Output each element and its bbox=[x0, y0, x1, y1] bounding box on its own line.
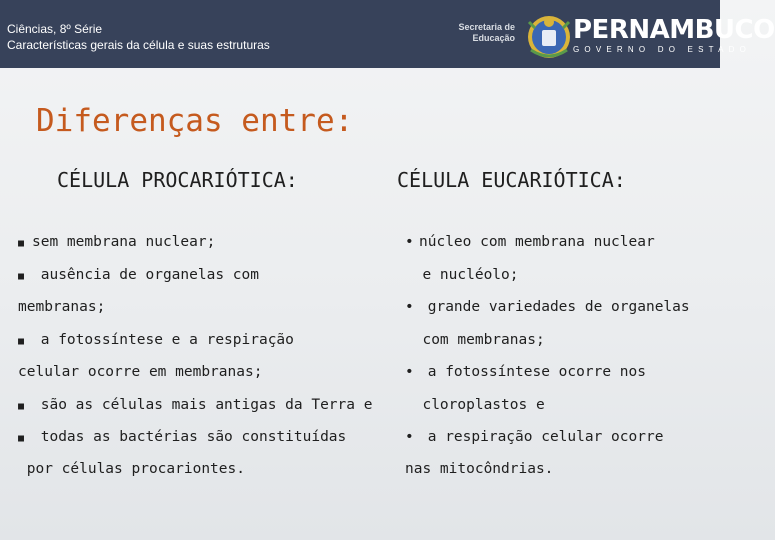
eukaryotic-line bbox=[405, 459, 553, 479]
prokaryotic-line bbox=[18, 232, 215, 254]
square-bullet-icon: ■ bbox=[18, 336, 25, 347]
eukaryotic-line bbox=[405, 395, 545, 415]
prokaryotic-line bbox=[18, 265, 259, 287]
prokaryotic-line bbox=[18, 395, 372, 417]
square-bullet-icon: ■ bbox=[18, 401, 25, 412]
eukaryotic-text: com membranas; bbox=[405, 332, 545, 348]
slide-title: Diferenças entre: bbox=[36, 103, 354, 139]
brand-name: PERNAMBUCO bbox=[573, 15, 775, 45]
dot-bullet-icon: • bbox=[405, 429, 414, 445]
brand-subtitle: GOVERNO DO ESTADO bbox=[573, 45, 752, 54]
prokaryotic-heading: CÉLULA PROCARIÓTICA: bbox=[57, 168, 298, 192]
lesson-subtitle: Características gerais da célula e suas estruturas bbox=[7, 38, 270, 52]
dot-bullet-icon: • bbox=[405, 364, 414, 380]
square-bullet-icon: ■ bbox=[18, 271, 25, 282]
header-text bbox=[7, 21, 270, 53]
prokaryotic-text: todas as bactérias são constituídas bbox=[32, 429, 347, 445]
prokaryotic-text: por células procariontes. bbox=[18, 461, 245, 477]
secretaria-label bbox=[455, 22, 515, 44]
prokaryotic-line bbox=[18, 297, 105, 317]
eukaryotic-line bbox=[405, 297, 690, 317]
eukaryotic-text: cloroplastos e bbox=[405, 397, 545, 413]
eukaryotic-line bbox=[405, 265, 519, 285]
eukaryotic-line bbox=[405, 232, 655, 252]
eukaryotic-text: a fotossíntese ocorre nos bbox=[419, 364, 646, 380]
prokaryotic-text: celular ocorre em membranas; bbox=[18, 364, 263, 380]
prokaryotic-line bbox=[18, 362, 262, 382]
eukaryotic-text: grande variedades de organelas bbox=[419, 299, 690, 315]
dot-bullet-icon: • bbox=[405, 299, 414, 315]
square-bullet-icon: ■ bbox=[18, 238, 25, 249]
prokaryotic-text: sem membrana nuclear; bbox=[32, 234, 216, 250]
prokaryotic-line bbox=[18, 330, 294, 352]
secretaria-line1: Secretaria de bbox=[458, 22, 515, 32]
eukaryotic-text: a respiração celular ocorre bbox=[419, 429, 664, 445]
eukaryotic-line bbox=[405, 362, 646, 382]
eukaryotic-text: nas mitocôndrias. bbox=[405, 461, 554, 477]
secretaria-line2: Educação bbox=[472, 33, 515, 43]
eukaryotic-text: núcleo com membrana nuclear bbox=[419, 234, 655, 250]
state-seal-icon bbox=[523, 10, 575, 62]
eukaryotic-text: e nucléolo; bbox=[405, 267, 519, 283]
square-bullet-icon: ■ bbox=[18, 433, 25, 444]
course-label: Ciências, 8º Série bbox=[7, 22, 103, 36]
prokaryotic-text: a fotossíntese e a respiração bbox=[32, 332, 294, 348]
eukaryotic-heading: CÉLULA EUCARIÓTICA: bbox=[397, 168, 626, 192]
prokaryotic-line bbox=[18, 459, 245, 479]
dot-bullet-icon: • bbox=[405, 234, 414, 250]
prokaryotic-line bbox=[18, 427, 346, 449]
prokaryotic-text: são as células mais antigas da Terra e bbox=[32, 397, 373, 413]
eukaryotic-line bbox=[405, 427, 663, 447]
header-bar bbox=[0, 0, 775, 68]
eukaryotic-line bbox=[405, 330, 545, 350]
prokaryotic-text: ausência de organelas com bbox=[32, 267, 259, 283]
prokaryotic-text: membranas; bbox=[18, 299, 106, 315]
